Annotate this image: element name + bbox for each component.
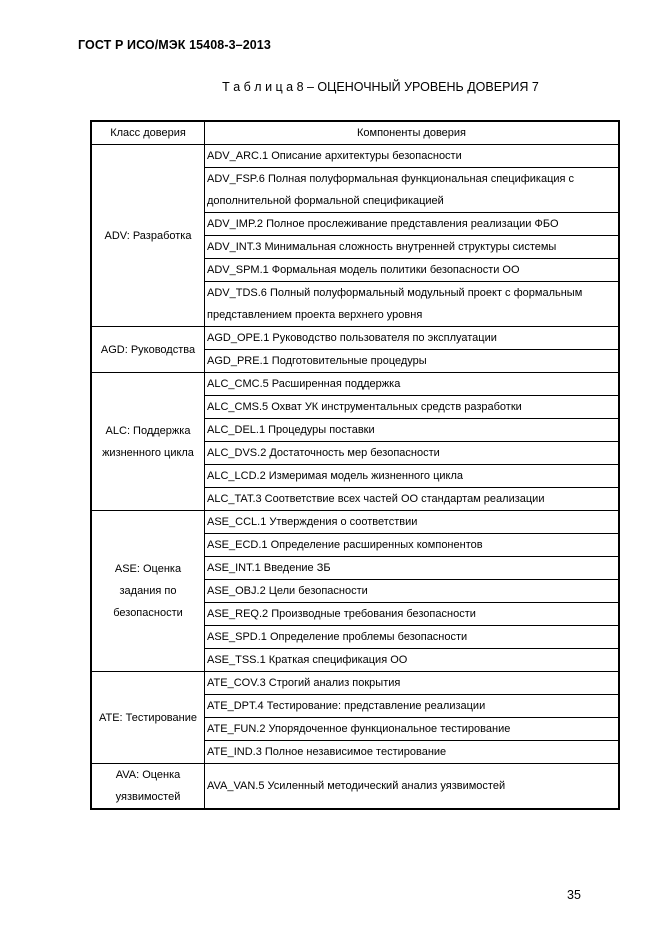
component-cell: ATE_COV.3 Строгий анализ покрытия [205, 672, 620, 695]
component-cell: ALC_CMC.5 Расширенная поддержка [205, 373, 620, 396]
document-header: ГОСТ Р ИСО/МЭК 15408-3–2013 [78, 38, 271, 52]
component-cell: ASE_INT.1 Введение ЗБ [205, 557, 620, 580]
table-caption: Т а б л и ц а 8 – ОЦЕНОЧНЫЙ УРОВЕНЬ ДОВЕРИЯ 7 [222, 80, 539, 94]
component-cell: ALC_TAT.3 Соответствие всех частей ОО стандартам реализации [205, 488, 620, 511]
table-row [91, 145, 619, 168]
component-cell: AGD_PRE.1 Подготовительные процедуры [205, 350, 620, 373]
component-cell: ADV_INT.3 Минимальная сложность внутренней структуры системы [205, 236, 620, 259]
table-row [91, 511, 619, 534]
component-cell: ADV_FSP.6 Полная полуформальная функциональная спецификация с дополнительной формальной спецификацией [205, 168, 620, 213]
table-header-row [91, 121, 619, 145]
assurance-level-table [90, 120, 620, 810]
component-cell: ATE_DPT.4 Тестирование: представление реализации [205, 695, 620, 718]
component-cell: ALC_DEL.1 Процедуры поставки [205, 419, 620, 442]
table-row [91, 672, 619, 695]
class-cell-ava: AVA: Оценка уязвимостей [91, 764, 205, 810]
component-cell: ADV_TDS.6 Полный полуформальный модульный проект с формальным представлением проекта верхнего уровня [205, 282, 620, 327]
class-cell-agd: AGD: Руководства [91, 327, 205, 373]
component-cell: ADV_IMP.2 Полное прослеживание представления реализации ФБО [205, 213, 620, 236]
component-cell: ALC_DVS.2 Достаточность мер безопасности [205, 442, 620, 465]
table-row [91, 327, 619, 350]
component-cell: ALC_LCD.2 Измеримая модель жизненного цикла [205, 465, 620, 488]
component-cell: ASE_ECD.1 Определение расширенных компонентов [205, 534, 620, 557]
component-cell: ASE_SPD.1 Определение проблемы безопасности [205, 626, 620, 649]
column-header-components: Компоненты доверия [205, 121, 620, 145]
component-cell: ASE_OBJ.2 Цели безопасности [205, 580, 620, 603]
component-cell: ALC_CMS.5 Охват УК инструментальных средств разработки [205, 396, 620, 419]
component-cell: ADV_ARC.1 Описание архитектуры безопасности [205, 145, 620, 168]
table-row [91, 373, 619, 396]
component-cell: ASE_CCL.1 Утверждения о соответствии [205, 511, 620, 534]
component-cell: AGD_OPE.1 Руководство пользователя по эксплуатации [205, 327, 620, 350]
class-cell-adv: ADV: Разработка [91, 145, 205, 327]
class-cell-ase: ASE: Оценка задания по безопасности [91, 511, 205, 672]
class-cell-alc: ALC: Поддержка жизненного цикла [91, 373, 205, 511]
component-cell: ASE_REQ.2 Производные требования безопасности [205, 603, 620, 626]
component-cell: ADV_SPM.1 Формальная модель политики безопасности ОО [205, 259, 620, 282]
component-cell: ATE_IND.3 Полное независимое тестирование [205, 741, 620, 764]
page-number: 35 [567, 888, 581, 902]
component-cell: AVA_VAN.5 Усиленный методический анализ уязвимостей [205, 764, 620, 810]
table-row [91, 764, 619, 810]
column-header-class: Класс доверия [91, 121, 205, 145]
component-cell: ASE_TSS.1 Краткая спецификация ОО [205, 649, 620, 672]
class-cell-ate: ATE: Тестирование [91, 672, 205, 764]
component-cell: ATE_FUN.2 Упорядоченное функциональное тестирование [205, 718, 620, 741]
